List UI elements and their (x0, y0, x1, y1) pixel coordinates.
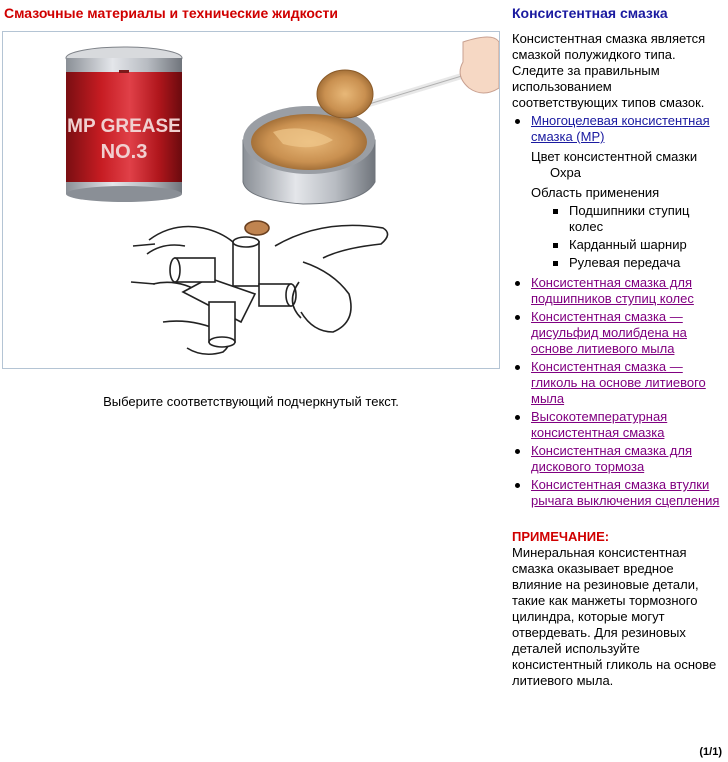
list-item (512, 443, 720, 475)
usage-item: Рулевая передача (550, 255, 720, 271)
sidebar (512, 5, 720, 689)
note-title: ПРИМЕЧАНИЕ: (512, 529, 610, 544)
universal-joint-drawing (131, 221, 388, 354)
grease-can-image (66, 47, 182, 202)
page-title: Смазочные материалы и технические жидкости (4, 5, 339, 21)
link-glycol-grease[interactable]: Консистентная смазка — гликоль на основе литиевого мыла (531, 359, 706, 406)
page-indicator: (1/1) (699, 746, 722, 758)
usage-list (531, 203, 720, 271)
grease-illustration-graphic (3, 32, 499, 368)
grease-illustration (2, 31, 500, 369)
list-item (512, 309, 720, 357)
link-wheel-bearing-grease[interactable]: Консистентная смазка для подшипников ступиц колес (531, 275, 694, 306)
usage-label: Область применения (531, 185, 660, 200)
list-item (512, 359, 720, 407)
link-high-temp-grease[interactable]: Высокотемпературная консистентная смазка (531, 409, 668, 440)
can-label-line1: MP GREASE (67, 116, 181, 137)
can-label-line2: NO.3 (100, 141, 148, 163)
link-molybdenum-grease[interactable]: Консистентная смазка — дисульфид молибдена на основе литиевого мыла (531, 309, 687, 356)
usage-item: Карданный шарнир (550, 237, 720, 253)
sidebar-title: Консистентная смазка (512, 5, 668, 21)
grease-color-value: Охра (550, 165, 581, 180)
list-item (512, 113, 720, 271)
sidebar-intro: Консистентная смазка является смазкой полужидкого типа. Следите за правильным использованием соответствующих типов смазок. (512, 31, 706, 110)
link-disc-brake-grease[interactable]: Консистентная смазка для дискового тормоза (531, 443, 692, 474)
note-text: Минеральная консистентная смазка оказывает вредное влияние на резиновые детали, такие как манжеты тормозного цилиндра, которые могут отвердевать. Для резиновых деталей используйте консистентный гликоль на основе литиевого мыла. (512, 545, 717, 688)
usage-item: Подшипники ступиц колес (550, 203, 720, 235)
grease-type-list (512, 113, 720, 509)
open-grease-can-image (243, 37, 499, 204)
link-mp-grease[interactable]: Многоцелевая консистентная смазка (MP) (531, 113, 710, 144)
list-item (512, 477, 720, 509)
instruction-text: Выберите соответствующий подчеркнутый текст. (103, 394, 399, 409)
list-item (512, 409, 720, 441)
grease-color-label: Цвет консистентной смазки (531, 149, 698, 164)
link-clutch-release-grease[interactable]: Консистентная смазка втулки рычага выключения сцепления (531, 477, 720, 508)
list-item (512, 275, 720, 307)
mp-grease-details (531, 149, 720, 271)
